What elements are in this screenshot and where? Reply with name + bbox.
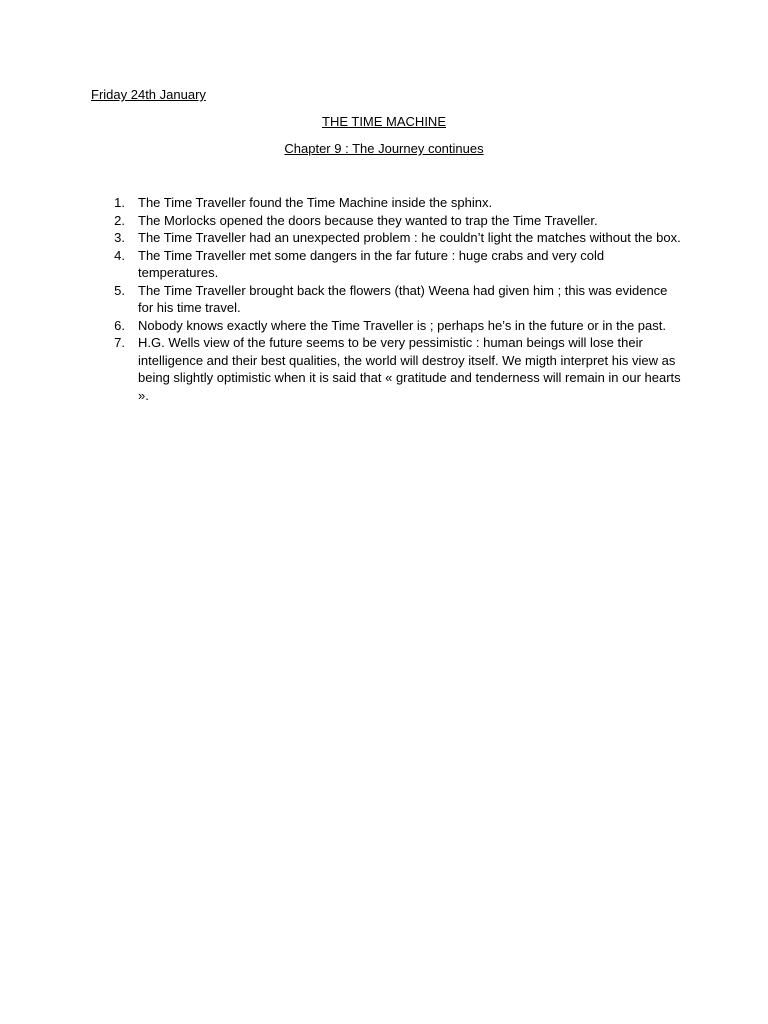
list-item (91, 317, 681, 335)
document-title-text: THE TIME MACHINE (322, 114, 446, 129)
list-item-text: The Time Traveller found the Time Machine inside the sphinx. (138, 195, 493, 210)
list-number: 7. (114, 335, 125, 350)
list-number: 6. (114, 317, 125, 333)
list-number: 3. (114, 230, 125, 245)
document-date: Friday 24th January (91, 87, 206, 102)
document-title (0, 113, 768, 130)
chapter-heading-text: Chapter 9 : The Journey continues (284, 141, 484, 156)
list-item-text: The Time Traveller had an unexpected problem : he couldn’t light the matches without the box. (138, 230, 681, 245)
list-item-text: H.G. Wells view of the future seems to be very pessimistic : human beings will lose their intelligence and their best qualities, the world will destroy itself. We migth interpret his view as being slightly optimistic when it is said that « gratitude and tenderness will remain in our hearts ». (138, 335, 681, 403)
answer-list (91, 194, 681, 404)
list-item (91, 212, 681, 230)
list-item (91, 282, 681, 317)
list-item (91, 247, 681, 282)
list-number: 4. (114, 247, 125, 263)
list-number: 2. (114, 212, 125, 228)
list-item-text: The Time Traveller brought back the flowers (that) Weena had given him ; this was evidence for his time travel. (138, 282, 668, 315)
list-item-text: The Time Traveller met some dangers in the far future : huge crabs and very cold temperatures. (138, 247, 605, 280)
list-number: 5. (114, 282, 125, 298)
list-item (91, 229, 681, 247)
list-number: 1. (114, 195, 125, 210)
list-item-text: Nobody knows exactly where the Time Traveller is ; perhaps he’s in the future or in the past. (138, 317, 666, 333)
chapter-heading (0, 140, 768, 157)
list-item-text: The Morlocks opened the doors because they wanted to trap the Time Traveller. (138, 212, 598, 228)
list-item (91, 334, 681, 404)
list-item (91, 194, 681, 212)
